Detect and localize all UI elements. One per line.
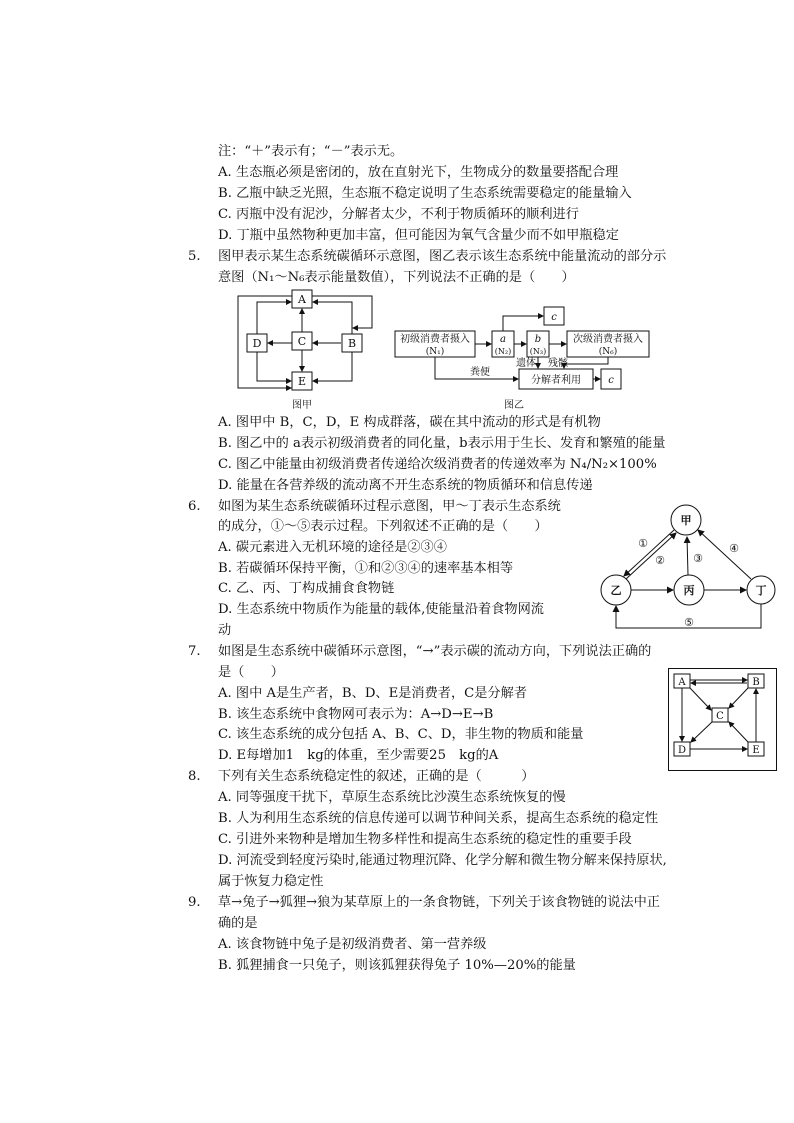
- q6-option-b: B. 若碳循环保持平衡，①和②③④的速率基本相等: [218, 561, 514, 576]
- svg-text:(N₃): (N₃): [529, 347, 547, 356]
- q9-stem-line1: 草→兔子→狐狸→狼为某草原上的一条食物链，下列关于该食物链的说法中正: [218, 895, 660, 910]
- node-d-label: D: [252, 337, 262, 350]
- q4-option-a: A. 生态瓶必须是密闭的，放在直射光下，生物成分的数量要搭配合理: [218, 165, 619, 180]
- svg-text:丁: 丁: [755, 584, 767, 597]
- figure-jia-caption: 图甲: [292, 400, 312, 411]
- q8-number: 8.: [188, 769, 201, 784]
- q7-figure: [668, 668, 778, 772]
- q4-option-d: D. 丁瓶中虽然物种更加丰富，但可能因为氧气含量少而不如甲瓶稳定: [218, 228, 619, 243]
- q5-number: 5.: [188, 249, 201, 264]
- svg-text:D: D: [677, 745, 687, 756]
- q9-stem-line2: 确的是: [218, 916, 258, 931]
- svg-text:残骸: 残骸: [548, 358, 568, 369]
- q7-option-d: D. E每增加1 kg的体重，至少需要25 kg的A: [218, 748, 499, 763]
- figure-yi-caption: 图乙: [504, 400, 524, 411]
- svg-text:分解者利用: 分解者利用: [531, 375, 581, 386]
- q5-option-b: B. 图乙中的 a表示初级消费者的同化量，b表示用于生长、发育和繁殖的能量: [218, 436, 666, 451]
- svg-text:(N₆): (N₆): [598, 347, 618, 357]
- svg-text:初级消费者摄入: 初级消费者摄入: [400, 334, 470, 345]
- q5-figure-yi: [394, 304, 656, 414]
- q7-option-b: B. 该生态系统中食物网可表示为：A→D→E→B: [218, 707, 494, 722]
- svg-text:a: a: [500, 334, 506, 345]
- table-note: 注：“＋”表示有；“－”表示无。: [218, 144, 404, 159]
- q7-stem-line2: 是（ ）: [218, 665, 284, 680]
- svg-text:②: ②: [655, 554, 665, 567]
- q9-option-b: B. 狐狸捕食一只兔子，则该狐狸获得兔子 10%—20%的能量: [218, 958, 576, 973]
- svg-text:次级消费者摄入: 次级消费者摄入: [573, 334, 643, 345]
- q8-option-d: D. 河流受到轻度污染时,能通过物理沉降、化学分解和微生物分解来保持原状,: [218, 853, 667, 868]
- q8-option-c: C. 引进外来物种是增加生物多样性和提高生态系统的稳定性的重要手段: [218, 832, 632, 847]
- svg-text:遗体: 遗体: [516, 358, 536, 369]
- svg-text:丙: 丙: [683, 584, 695, 597]
- q6-figure: [596, 500, 776, 640]
- q6-stem-line2: 的成分，①～⑤表示过程。下列叙述不正确的是（ ）: [218, 519, 548, 534]
- q6-option-c: C. 乙、丙、丁构成捕食食物链: [218, 581, 395, 596]
- svg-text:c: c: [608, 375, 614, 386]
- q5-figure-jia: [234, 288, 378, 412]
- q6-option-a: A. 碳元素进入无机环境的途径是②③④: [218, 540, 447, 555]
- q5-stem-line2: 意图（N₁～N₆表示能量数值），下列说法不正确的是（ ）: [218, 270, 575, 285]
- svg-text:乙: 乙: [610, 584, 622, 597]
- q5-option-c: C. 图乙中能量由初级消费者传递给次级消费者的传递效率为 N₄/N₂×100%: [218, 457, 657, 472]
- svg-text:(N₁): (N₁): [425, 347, 445, 357]
- q8-option-b: B. 人为利用生态系统的信息传递可以调节种间关系，提高生态系统的稳定性: [218, 811, 659, 826]
- q6-number: 6.: [188, 499, 201, 514]
- q5-stem-line1: 图甲表示某生态系统碳循环示意图，图乙表示该生态系统中能量流动的部分示: [218, 249, 667, 264]
- q7-option-c: C. 该生态系统的成分包括 A、B、C、D，非生物的物质和能量: [218, 727, 584, 742]
- q7-number: 7.: [188, 644, 201, 659]
- svg-text:b: b: [534, 334, 542, 345]
- svg-text:B: B: [752, 677, 760, 688]
- svg-text:粪便: 粪便: [470, 367, 490, 378]
- q5-option-a: A. 图甲中 B，C，D，E 构成群落，碳在其中流动的形式是有机物: [218, 415, 601, 430]
- node-e-label: E: [297, 375, 307, 388]
- svg-text:甲: 甲: [680, 514, 692, 527]
- q4-option-b: B. 乙瓶中缺乏光照，生态瓶不稳定说明了生态系统需要稳定的能量输入: [218, 186, 632, 201]
- q4-option-c: C. 丙瓶中没有泥沙，分解者太少，不利于物质循环的顺利进行: [218, 207, 579, 222]
- svg-text:③: ③: [693, 552, 703, 565]
- q8-stem: 下列有关生态系统稳定性的叙述，正确的是（ ）: [218, 769, 535, 784]
- svg-text:④: ④: [729, 542, 739, 555]
- q6-stem-line1: 如图为某生态系统碳循环过程示意图，甲～丁表示生态系统: [218, 499, 561, 514]
- q7-stem-line1: 如图是生态系统中碳循环示意图，“→”表示碳的流动方向，下列说法正确的: [218, 644, 652, 659]
- q8-option-d-cont: 属于恢复力稳定性: [218, 874, 324, 889]
- q9-number: 9.: [188, 895, 201, 910]
- q6-option-d: D. 生态系统中物质作为能量的载体,使能量沿着食物网流: [218, 602, 544, 617]
- svg-text:(N₂): (N₂): [494, 347, 512, 356]
- svg-text:E: E: [752, 745, 760, 756]
- node-a-label: A: [298, 293, 306, 306]
- svg-text:C: C: [716, 711, 724, 722]
- svg-text:①: ①: [638, 537, 648, 550]
- svg-text:A: A: [678, 677, 686, 688]
- q5-option-d: D. 能量在各营养级的流动离不开生态系统的物质循环和信息传递: [218, 478, 593, 493]
- q7-option-a: A. 图中 A是生产者，B、D、E是消费者，C是分解者: [218, 686, 527, 701]
- q8-option-a: A. 同等强度干扰下，草原生态系统比沙漠生态系统恢复的慢: [218, 790, 566, 805]
- q6-option-d-cont: 动: [218, 623, 232, 638]
- node-c-label: C: [297, 335, 307, 348]
- q9-option-a: A. 该食物链中兔子是初级消费者、第一营养级: [218, 937, 487, 952]
- svg-text:c: c: [551, 312, 557, 323]
- node-b-label: B: [347, 337, 357, 350]
- svg-text:⑤: ⑤: [684, 616, 694, 629]
